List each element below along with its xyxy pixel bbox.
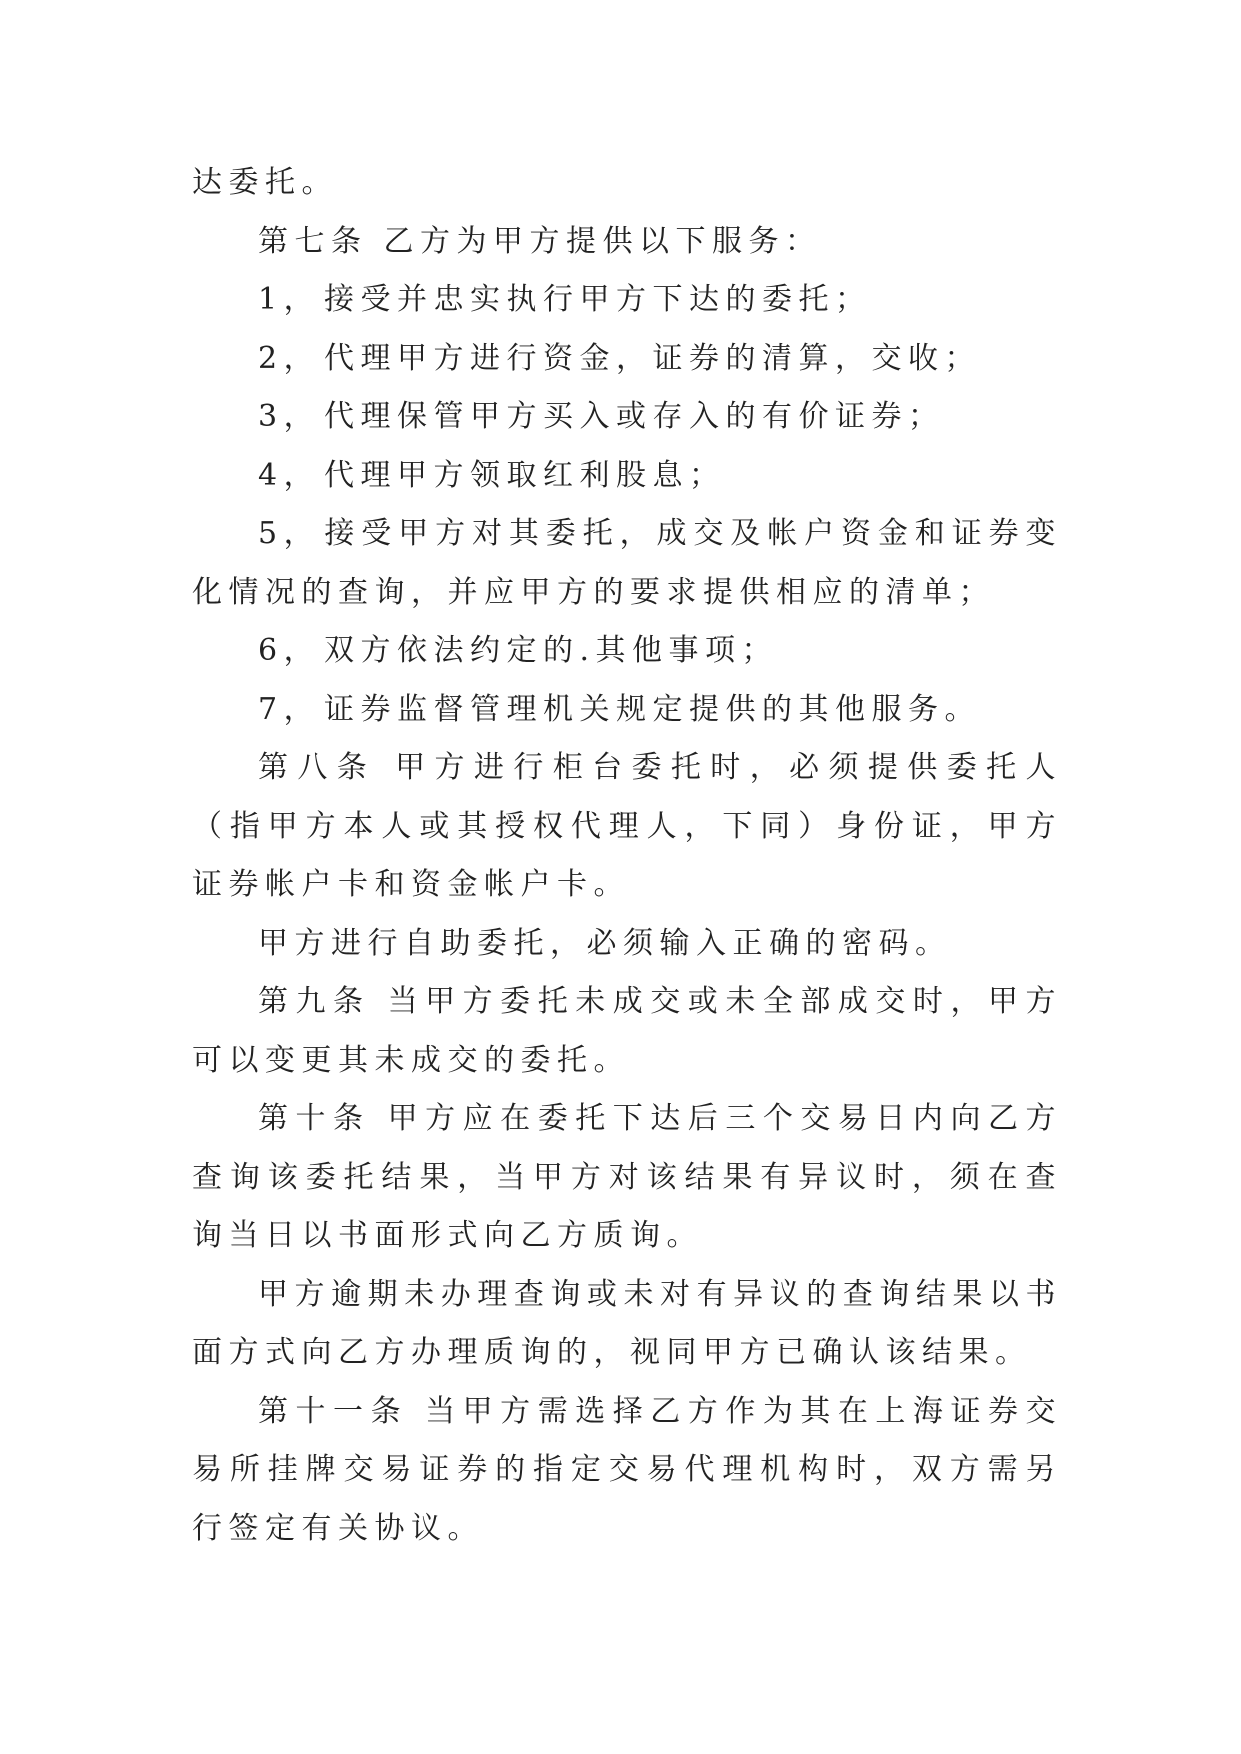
list-item-number: 7，: [258, 691, 321, 727]
paragraph-continuation: 达委托。: [192, 165, 338, 200]
article-11-paragraph: 第十一条 当甲方需选择乙方作为其在上海证券交易所挂牌交易证券的指定交易代理机构时，双方需另行签定有关协议。: [192, 1393, 1062, 1546]
list-item: [192, 622, 1062, 681]
self-service-paragraph: 甲方进行自助委托，必须输入正确的密码。: [258, 925, 952, 961]
list-item-text: 代理甲方进行资金，证券的清算，交收；: [324, 340, 981, 376]
overdue-query-paragraph: 甲方逾期未办理查询或未对有异议的查询结果以书面方式向乙方办理质询的，视同甲方已确认该结果。: [192, 1276, 1062, 1370]
list-item-number: 5，: [258, 516, 321, 551]
list-item: [192, 447, 1062, 506]
list-item-text: 证券监督管理机关规定提供的其他服务。: [324, 691, 981, 727]
list-item-text: 接受并忠实执行甲方下达的委托；: [324, 282, 872, 317]
list-item: [192, 681, 1062, 740]
list-item: [192, 271, 1062, 330]
list-item-number: 6，: [258, 633, 321, 668]
list-item: [192, 388, 1062, 447]
list-item-number: 3，: [258, 399, 321, 434]
list-item-text: 双方依法约定的.其他事项；: [324, 633, 779, 668]
list-item-number: 1，: [258, 282, 321, 317]
article-8-paragraph: 第八条 甲方进行柜台委托时，必须提供委托人（指甲方本人或其授权代理人，下同）身份证，甲方证券帐户卡和资金帐户卡。: [192, 750, 1062, 902]
list-item-number: 4，: [258, 457, 321, 493]
list-item: [192, 505, 1062, 622]
article-10-paragraph: 第十条 甲方应在委托下达后三个交易日内向乙方查询该委托结果，当甲方对该结果有异议时，须在查询当日以书面形式向乙方质询。: [192, 1101, 1062, 1253]
list-item-text: 代理保管甲方买入或存入的有价证券；: [324, 399, 945, 434]
article-9-paragraph: 第九条 当甲方委托未成交或未全部成交时，甲方可以变更其未成交的委托。: [192, 984, 1062, 1078]
list-item-number: 2，: [258, 340, 321, 376]
document-body: [192, 154, 1062, 1558]
list-item-text: 接受甲方对其委托，成交及帐户资金和证券变化情况的查询，并应甲方的要求提供相应的清单；: [192, 516, 1062, 610]
list-item: [192, 330, 1062, 389]
list-item-text: 代理甲方领取红利股息；: [324, 457, 726, 493]
article-7-heading: 第七条 乙方为甲方提供以下服务：: [258, 223, 822, 259]
